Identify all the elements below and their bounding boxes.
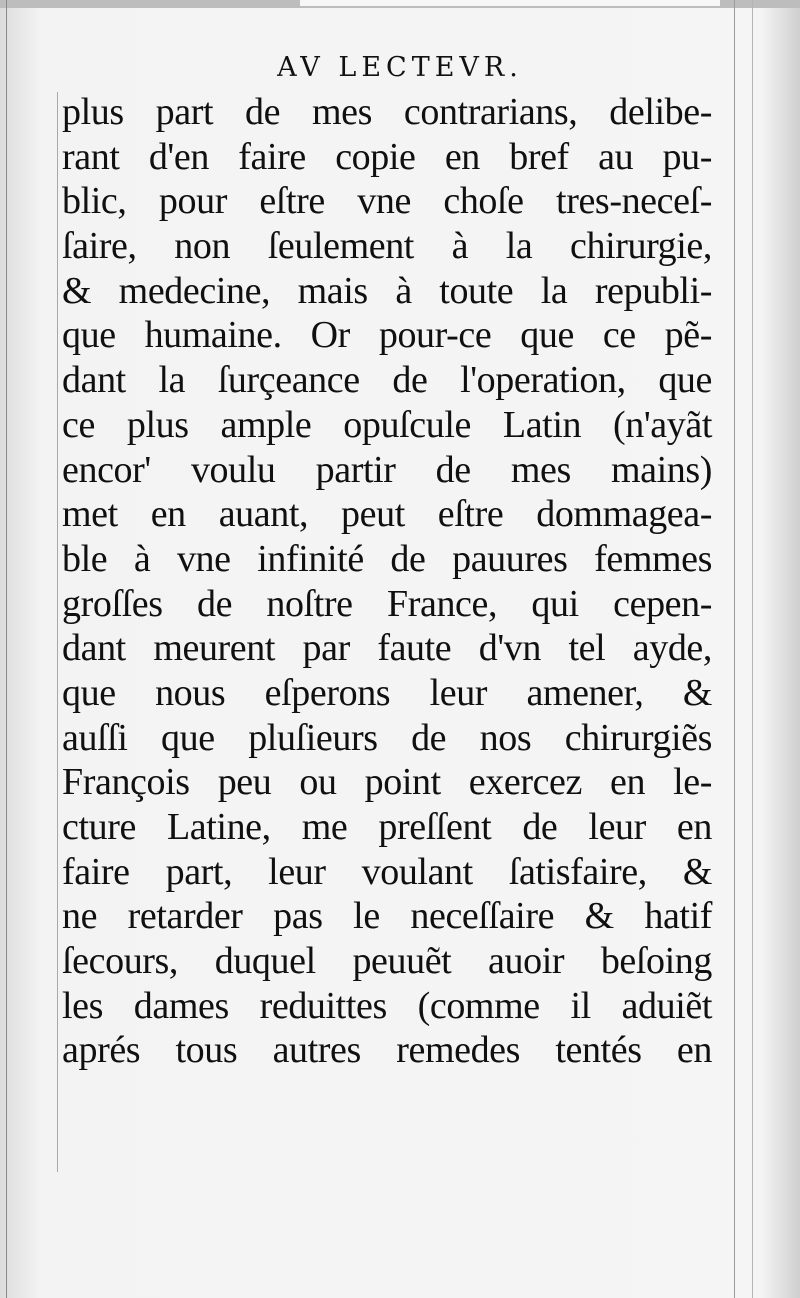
text-line: & medecine, mais à toute la republi- [62,269,712,312]
running-head: AV LECTEVR. [277,52,523,83]
text-line: ble à vne infinité de pauures femmes [62,537,712,580]
text-line: dant meurent par faute d'vn tel ayde, [62,627,712,670]
text-line: cture Latine, me preſſent de leur en [62,806,712,848]
left-page-edge [6,0,7,1298]
text-line: ce plus ample opuſcule Latin (n'ayãt [62,403,712,446]
text-margin-rule [57,92,58,1172]
text-line: faire part, leur voulant ſatisfaire, & [62,850,712,893]
right-page-fold [752,0,753,1298]
text-line: rant d'en faire copie en bref au pu- [62,135,712,178]
text-line: que nous eſperons leur amener, & [62,671,712,714]
right-page-edge [734,0,735,1298]
body-text [62,90,712,1073]
ink-bleed-mark [85,1208,147,1234]
text-line: dant la ſurçeance de l'operation, que [62,359,712,402]
text-line: blic, pour eſtre vne choſe tres-neceſ- [62,180,712,223]
text-line: auſſi que pluſieurs de nos chirurgiẽs [62,716,712,759]
text-line: groſſes de noſtre France, qui cepen- [62,582,712,625]
text-line: met en auant, peut eſtre dommagea- [62,493,712,536]
text-line: que humaine. Or pour-ce que ce pẽ- [62,314,712,357]
text-line: aprés tous autres remedes tentés en [62,1029,712,1072]
page-top-highlight [300,0,720,6]
text-line: ſecours, duquel peuuẽt auoir beſoing [62,940,712,983]
text-line: François peu ou point exercez en le- [62,761,712,804]
text-line: encor' voulu partir de mes mains) [62,448,712,491]
text-line: les dames reduittes (comme il aduiẽt [62,984,712,1027]
text-line: ſaire, non ſeulement à la chirurgie, [62,225,712,268]
text-line: plus part de mes contrarians, delibe- [62,91,712,133]
text-line: ne retarder pas le neceſſaire & hatif [62,895,712,938]
